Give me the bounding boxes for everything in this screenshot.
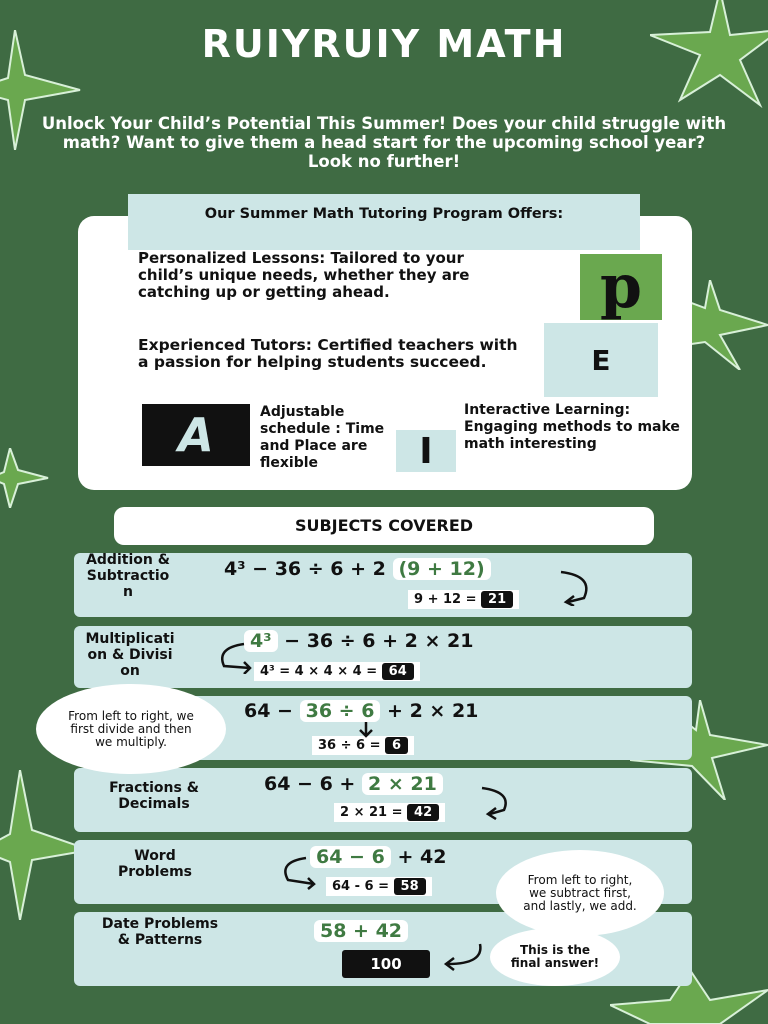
equation-text: 64 − [244, 700, 293, 722]
letter-a-graphic: A [142, 404, 250, 466]
step-text: 9 + 12 = [414, 592, 477, 607]
equation-highlight: 4³ [244, 630, 278, 652]
personalized-lessons-text: Personalized Lessons: Tailored to your child’s unique needs, whether they are catching up or getting ahead. [138, 249, 470, 301]
step-result: 6 [385, 737, 408, 754]
equation-text: − 36 ÷ 6 + 2 × 21 [284, 630, 474, 652]
subject-label: Fractions & Decimals [109, 780, 199, 812]
star-decoration-icon [0, 448, 50, 508]
explanation-bubble [36, 684, 226, 774]
offers-heading: Our Summer Math Tutoring Program Offers: [128, 194, 640, 250]
page-title: RUIYRUIY MATH [201, 22, 567, 66]
step-text: 2 × 21 = [340, 805, 403, 820]
arrow-icon [214, 640, 254, 674]
step-result: 58 [394, 878, 426, 895]
step-result: 64 [382, 663, 414, 680]
arrow-icon [478, 784, 514, 820]
step-box [408, 590, 519, 609]
arrow-icon [556, 568, 596, 606]
letter-i-graphic: I [396, 430, 456, 472]
equation [314, 920, 408, 942]
step-text: 4³ = 4 × 4 × 4 = [260, 664, 378, 679]
subject-label: Multiplication & Division [85, 631, 175, 679]
equation-highlight: 2 × 21 [362, 773, 443, 795]
equation-highlight: 58 + 42 [314, 920, 408, 942]
adjustable-schedule-text: Adjustable schedule : Time and Place are flexible [260, 404, 385, 471]
equation-text: + 2 × 21 [387, 700, 479, 722]
bubble-text: From left to right, we first divide and then we multiply. [68, 708, 194, 749]
equation-highlight: 64 − 6 [310, 846, 391, 868]
interactive-learning-text: Interactive Learning: Engaging methods to make math interesting [464, 402, 680, 452]
subjects-heading: SUBJECTS COVERED [114, 507, 654, 545]
subject-label: Word Problems [117, 848, 193, 880]
equation-text: 4³ − 36 ÷ 6 + 2 [224, 558, 386, 580]
step-result: 21 [481, 591, 513, 608]
step-text: 36 ÷ 6 = [318, 738, 381, 753]
equation-highlight: (9 + 12) [393, 558, 491, 580]
equation-text: 64 − 6 + [264, 773, 356, 795]
equation [264, 773, 443, 795]
step-text: 64 - 6 = [332, 879, 390, 894]
arrow-icon [440, 942, 484, 972]
equation [244, 630, 473, 652]
letter-e-graphic: E [544, 323, 658, 397]
equation [244, 700, 478, 722]
final-answer-bubble [490, 928, 620, 986]
bubble-text: This is the final answer! [510, 943, 600, 970]
letter-p-graphic: p [580, 254, 662, 320]
step-result: 42 [407, 804, 439, 821]
experienced-tutors-text: Experienced Tutors: Certified teachers with a passion for helping students succeed. [138, 336, 518, 371]
explanation-bubble [496, 850, 664, 936]
intro-text: Unlock Your Child’s Potential This Summer! Does your child struggle with math? Want to give them a head start for the upcoming school year? Look no further! [41, 114, 727, 171]
arrow-icon [276, 854, 320, 890]
bubble-text: From left to right, we subtract first, and lastly, we add. [523, 872, 637, 913]
step-box [312, 736, 414, 755]
step-box [334, 803, 445, 822]
arrow-icon [356, 722, 376, 738]
equation-highlight: 36 ÷ 6 [300, 700, 381, 722]
equation [310, 846, 446, 868]
step-box [326, 877, 432, 896]
equation [224, 558, 491, 580]
subject-label: Date Problems & Patterns [101, 916, 219, 948]
subject-label: Addition & Subtraction [86, 552, 170, 600]
step-box [254, 662, 420, 681]
final-answer: 100 [342, 950, 430, 978]
equation-text: + 42 [397, 846, 447, 868]
